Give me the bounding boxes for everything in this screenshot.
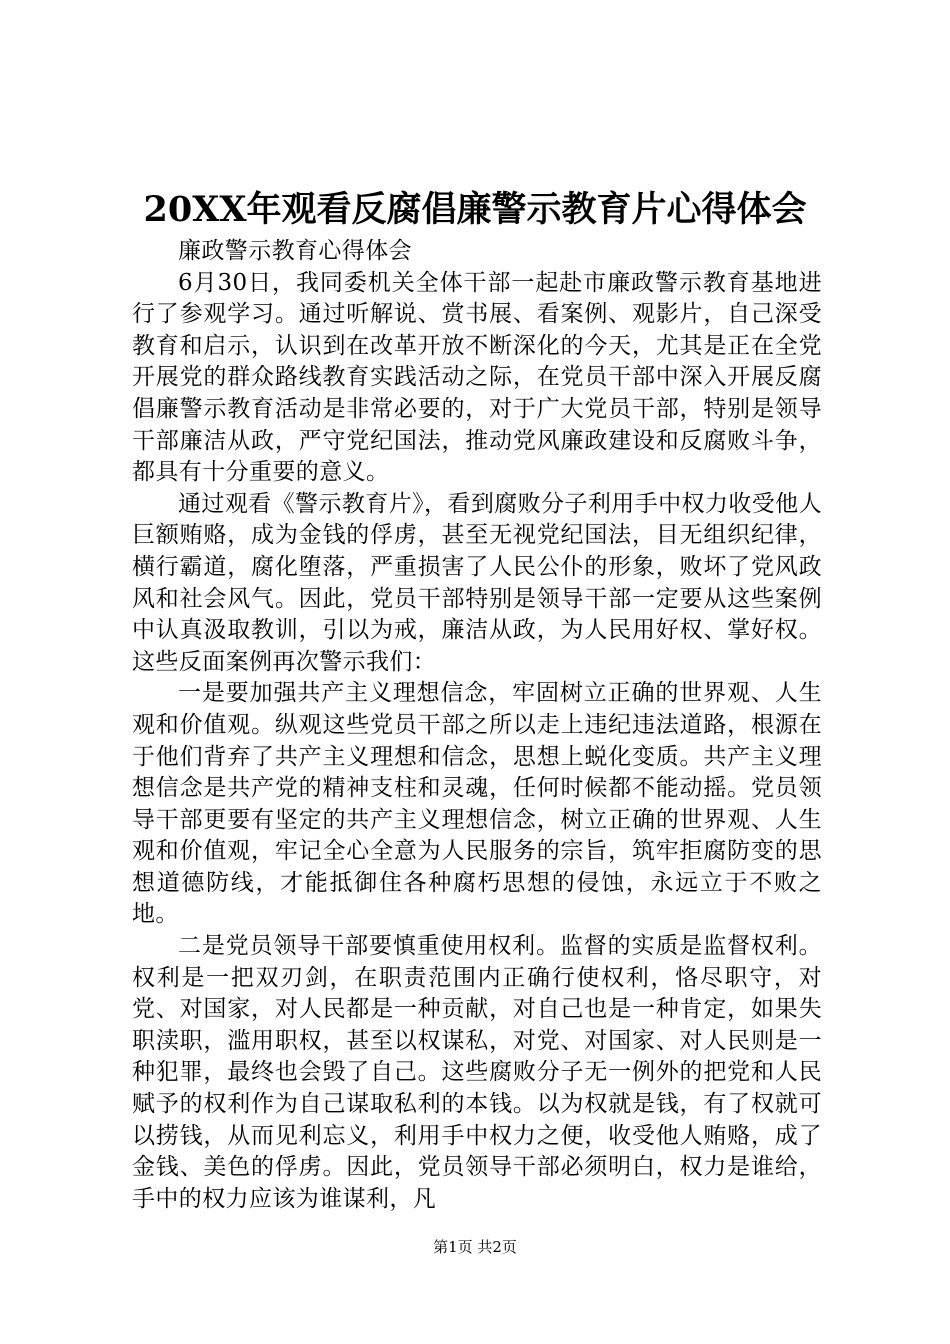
paragraph-intro: 6月30日，我同委机关全体干部一起赴市廉政警示教育基地进行了参观学习。通过听解说、赏书展、看案例、观影片，自己深受教育和启示，认识到在改革开放不断深化的今天，尤其是正在全党开展党的群众路线教育实践活动之际，在党员干部中深入开展反腐倡廉警示教育活动是非常必要的，对于广大党员干部，特别是领导干部廉洁从政，严守党纪国法，推动党风廉政建设和反腐败斗争，都具有十分重要的意义。	[132, 269, 822, 486]
page-number-footer: 第1页 共2页	[433, 1238, 517, 1256]
document-body	[132, 236, 822, 1215]
paragraph-warning-film: 通过观看《警示教育片》，看到腐败分子利用手中权力收受他人巨额贿赂，成为金钱的俘虏，甚至无视党纪国法，目无组织纪律，横行霸道，腐化堕落，严重损害了人民公仆的形象，败坏了党风政风和社会风气。因此，党员干部特别是领导干部一定要从这些案例中认真汲取教训，引以为戒，廉洁从政，为人民用好权、掌好权。这些反面案例再次警示我们：	[132, 490, 822, 675]
paragraph-subtitle: 廉政警示教育心得体会	[178, 238, 412, 264]
document-title: 20XX年观看反腐倡廉警示教育片心得体会	[143, 189, 807, 230]
paragraph-point-two: 二是党员领导干部要慎重使用权利。监督的实质是监督权利。权利是一把双刃剑，在职责范围内正确行使权利，恪尽职守，对党、对国家，对人民都是一种贡献，对自己也是一种肯定，如果失职渎职，滥用职权，甚至以权谋私，对党、对国家、对人民则是一种犯罪，最终也会毁了自己。这些腐败分子无一例外的把党和人民赋予的权利作为自己谋取私利的本钱。以为权就是钱，有了权就可以捞钱，从而见利忘义，利用手中权力之便，收受他人贿赂，成了金钱、美色的俘虏。因此，党员领导干部必须明白，权力是谁给，手中的权力应该为谁谋利，凡	[132, 933, 822, 1212]
paragraph-point-one: 一是要加强共产主义理想信念，牢固树立正确的世界观、人生观和价值观。纵观这些党员干部之所以走上违纪违法道路，根源在于他们背弃了共产主义理想和信念，思想上蜕化变质。共产主义理想信念是共产党的精神支柱和灵魂，任何时候都不能动摇。党员领导干部更要有坚定的共产主义理想信念，树立正确的世界观、人生观和价值观，牢记全心全意为人民服务的宗旨，筑牢拒腐防变的思想道德防线，才能抵御住各种腐朽思想的侵蚀，永远立于不败之地。	[132, 680, 822, 928]
